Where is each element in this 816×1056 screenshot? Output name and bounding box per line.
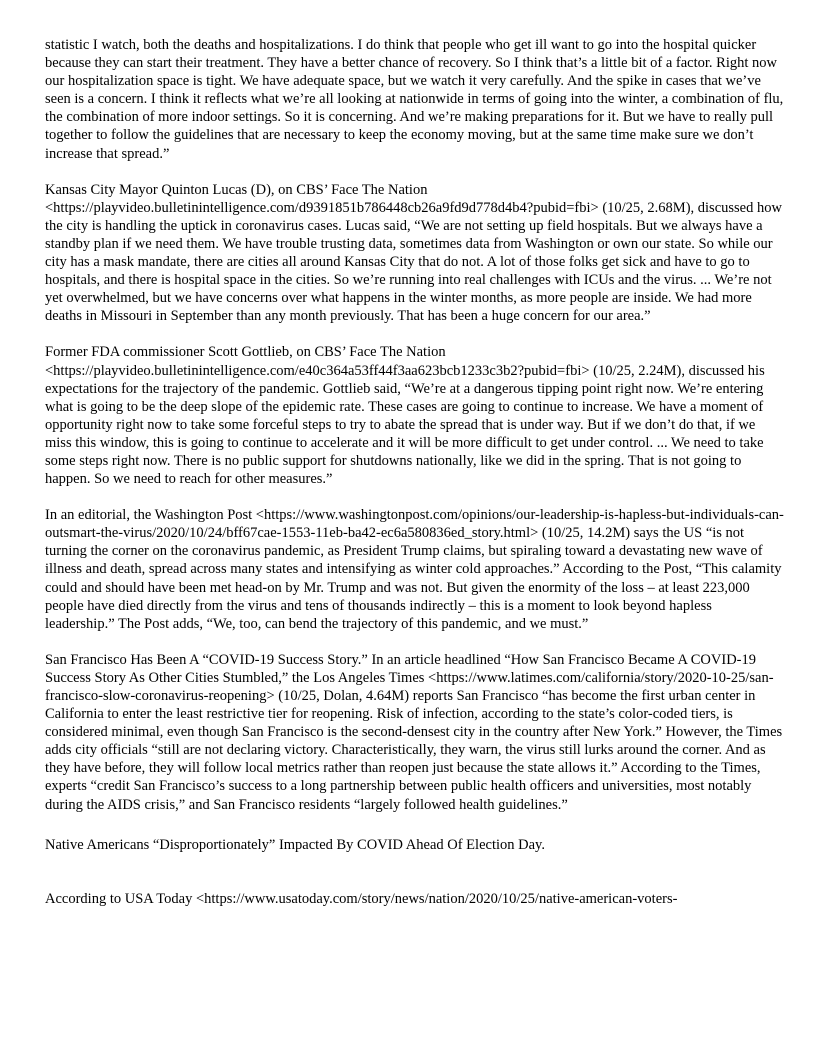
paragraph-scott-gottlieb: Former FDA commissioner Scott Gottlieb, on CBS’ Face The Nation <https://playvideo.bulletinintelligence.com/e40c364a53ff44f3aa623bcb1233c3b2?pubid=fbi> (10/25, 2.24M), discussed his expectations for the trajectory of the pandemic. Gottlieb said, “We’re at a dangerous tipping point right now. We’re entering what is going to be the deep slope of the epidemic rate. These cases are going to continue to increase. We have a moment of opportunity right now to take some forceful steps to try to abate the spread that is under way. But if we don’t do that, if we miss this window, this is going to continue to accelerate and it will be more difficult to get under control. ... We need to take some steps right now. There is no public support for shutdowns nationally, like we did in the spring. That is not going to happen. So we need to reach for other measures.” (45, 344, 765, 488)
document-page (45, 36, 785, 926)
section-heading: Native Americans “Disproportionately” Impacted By COVID Ahead Of Election Day. (45, 836, 545, 853)
paragraph-usa-today: According to USA Today <https://www.usatoday.com/story/news/nation/2020/10/25/native-american-voters- (45, 890, 678, 907)
paragraph-washington-post-editorial: In an editorial, the Washington Post <https://www.washingtonpost.com/opinions/our-leadership-is-hapless-but-individuals-can-outsmart-the-virus/2020/10/24/bff67cae-1553-11eb-ba42-ec6a580836ed_story.html> (10/25, 14.2M) says the US “is not turning the corner on the coronavirus pandemic, as President Trump claims, but spiraling toward a devastating new wave of illness and death, spread across many states and intensifying as winter cold approaches.” According to the Post, “This calamity could and should have been met head-on by Mr. Trump and was not. But given the enormity of the loss – at least 223,000 people have died directly from the virus and tens of thousands indirectly – this is a moment to look beyond hapless leadership.” The Post adds, “We, too, can bend the trajectory of this pandemic, and we must.” (45, 507, 784, 632)
paragraph-san-francisco-success: San Francisco Has Been A “COVID-19 Success Story.” In an article headlined “How San Francisco Became A COVID-19 Success Story As Other Cities Stumbled,” the Los Angeles Times <https://www.latimes.com/california/story/2020-10-25/san-francisco-slow-coronavirus-reopening> (10/25, Dolan, 4.64M) reports San Francisco “has become the first urban center in California to enter the least restrictive tier for reopening. Risk of infection, according to the state’s color-coded tiers, is considered minimal, even though San Francisco is the second-densest city in the country after New York.” However, the Times adds city officials “still are not declaring victory. Characteristically, they warn, the virus still lurks around the corner. And as they have before, they will follow local metrics rather than reopen just because the state allows it.” According to the Times, experts “credit San Francisco’s success to a long partnership between public health officers and universities, most notably during the AIDS crisis,” and San Francisco residents “largely followed health guidelines.” (45, 651, 783, 813)
paragraph-kansas-city-mayor: Kansas City Mayor Quinton Lucas (D), on CBS’ Face The Nation <https://playvideo.bulletinintelligence.com/d9391851b786448cb26a9fd9d778d4b4?pubid=fbi> (10/25, 2.68M), discussed how the city is handling the uptick in coronavirus cases. Lucas said, “We are not setting up field hospitals. But we always have a standby plan if we need them. We have trouble trusting data, sometimes data from Washington or own our state. So while our city has a mask mandate, there are cities all around Kansas City that do not. A lot of those folks get sick and have to go to hospitals, and there is hospital space in the cities. So we’re running into real challenges with ICUs and the virus. ... We’re not yet overwhelmed, but we have concerns over what happens in the winter months, as more people are inside. We had more deaths in Missouri in September than any month previously. That has been a huge concern for our area.” (45, 181, 782, 325)
paragraph-hospital-quote: statistic I watch, both the deaths and hospitalizations. I do think that people who get ill want to go into the hospital quicker because they can start their treatment. They have a better chance of recovery. So I think that’s a little bit of a factor. Right now our hospitalization space is tight. We have adequate space, but we watch it very carefully. And the spike in cases that we’ve seen is a concern. I think it reflects what we’re all looking at nationwide in terms of going into the winter, a combination of flu, the combination of more indoor settings. So it is concerning. And we’re making preparations for it. But we have to really pull together to follow the guidelines that are necessary to keep the economy moving, but at the same time make sure we don’t increase that spread.” (45, 37, 784, 162)
